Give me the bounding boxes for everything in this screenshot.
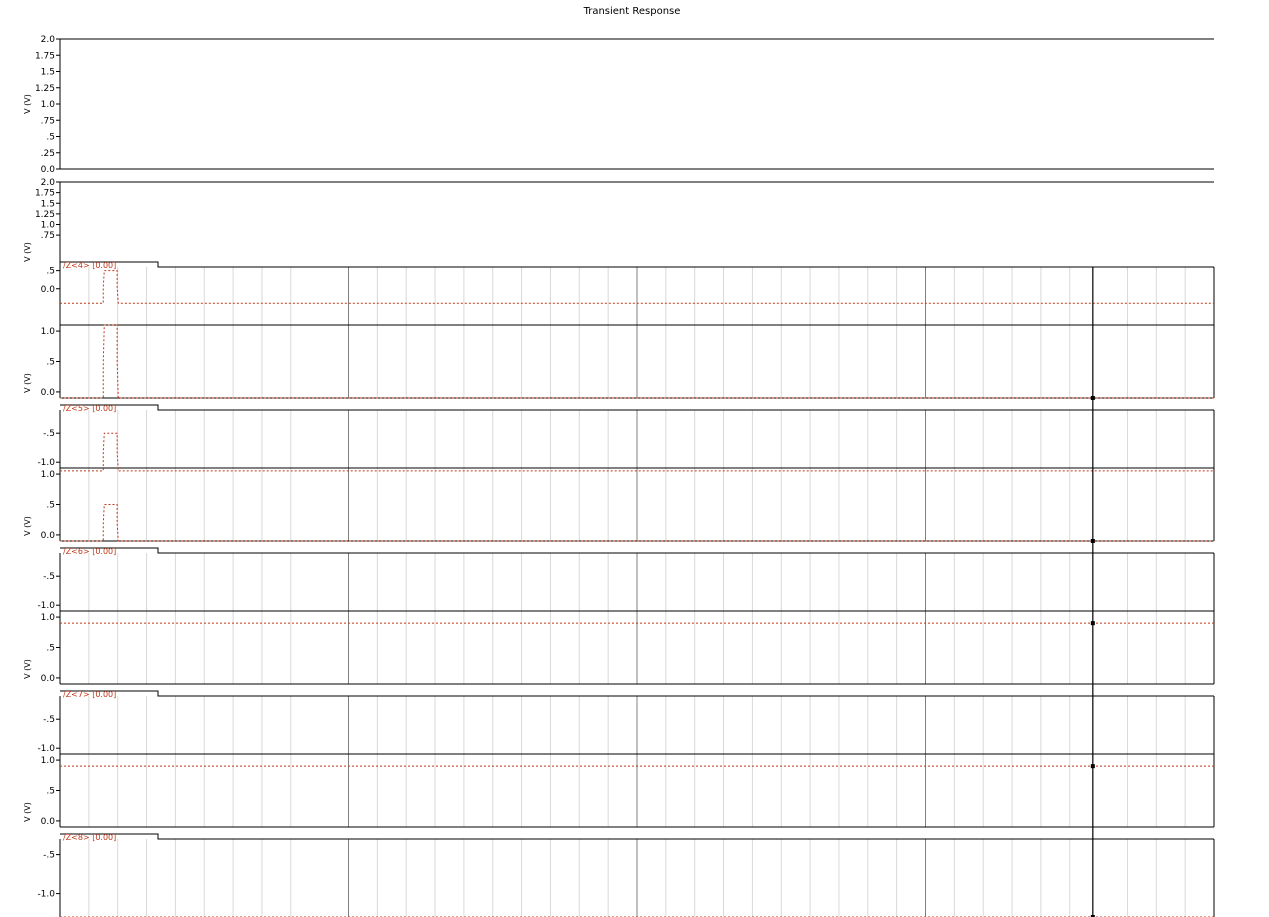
- labels-layer: [23, 35, 116, 900]
- y-tick-label: .5: [46, 357, 55, 368]
- y-tick-label: 2.0: [40, 178, 55, 188]
- y-tick-label: 1.5: [40, 67, 55, 78]
- y-axis-label: V (V): [23, 659, 32, 679]
- y-tick-label: 1.0: [40, 327, 55, 338]
- frames-layer: [56, 39, 1214, 917]
- y-tick-label: -.5: [43, 850, 55, 861]
- y-tick-label: 0.0: [40, 530, 55, 541]
- strip-tab-border: [60, 834, 1214, 839]
- y-axis-label: V (V): [23, 242, 32, 262]
- y-axis-label: V (V): [23, 516, 32, 536]
- y-tick-label: .75: [40, 231, 55, 242]
- legend-label: /Z<8> [0.00]: [63, 833, 117, 842]
- chart-title: Transient Response: [583, 6, 681, 17]
- y-tick-label: .5: [46, 500, 55, 511]
- y-tick-label: -.5: [43, 572, 55, 583]
- y-tick-label: .5: [46, 266, 55, 277]
- y-tick-label: .5: [46, 643, 55, 654]
- y-tick-label: 1.0: [40, 220, 55, 231]
- strip-tab-border: [60, 262, 1214, 267]
- y-tick-label: 0.0: [40, 673, 55, 684]
- y-tick-label: 2.0: [40, 35, 55, 45]
- y-tick-label: -1.0: [37, 601, 55, 612]
- grid-layer: [89, 267, 1185, 917]
- y-axis-label: V (V): [23, 802, 32, 822]
- y-tick-label: 1.0: [40, 613, 55, 624]
- strip-tab-border: [60, 405, 1214, 410]
- y-axis-label: V (V): [23, 373, 32, 393]
- y-tick-label: -.5: [43, 715, 55, 726]
- legend-label: /Z<4> [0.00]: [63, 261, 117, 270]
- y-tick-label: 1.0: [40, 100, 55, 110]
- y-tick-label: 0.0: [40, 284, 55, 295]
- y-tick-label: 0.0: [40, 816, 55, 827]
- y-tick-label: -1.0: [37, 889, 55, 900]
- y-tick-label: 1.75: [34, 188, 55, 199]
- legend-label: /Z<6> [0.00]: [63, 547, 117, 556]
- y-tick-label: 0.0: [40, 387, 55, 398]
- y-tick-label: 1.0: [40, 470, 55, 481]
- y-tick-label: .75: [40, 116, 55, 127]
- y-tick-label: 0.0: [40, 165, 55, 175]
- y-tick-label: 1.25: [34, 209, 55, 220]
- y-tick-label: .25: [40, 148, 55, 159]
- y-axis-label: V (V): [23, 94, 32, 114]
- y-tick-label: 1.5: [40, 199, 55, 210]
- y-tick-label: 1.25: [34, 83, 55, 94]
- legend-label: /Z<5> [0.00]: [63, 404, 117, 413]
- y-tick-label: -1.0: [37, 744, 55, 755]
- y-tick-label: .5: [46, 786, 55, 797]
- y-tick-label: 1.0: [40, 756, 55, 767]
- strip-tab-border: [60, 548, 1214, 553]
- y-tick-label: .5: [46, 132, 55, 143]
- strip-tab-border: [60, 691, 1214, 696]
- y-tick-label: 1.75: [34, 51, 55, 62]
- y-tick-label: -.5: [43, 429, 55, 440]
- cursor-layer[interactable]: [1091, 267, 1095, 917]
- y-tick-label: -1.0: [37, 458, 55, 469]
- legend-label: /Z<7> [0.00]: [63, 690, 117, 699]
